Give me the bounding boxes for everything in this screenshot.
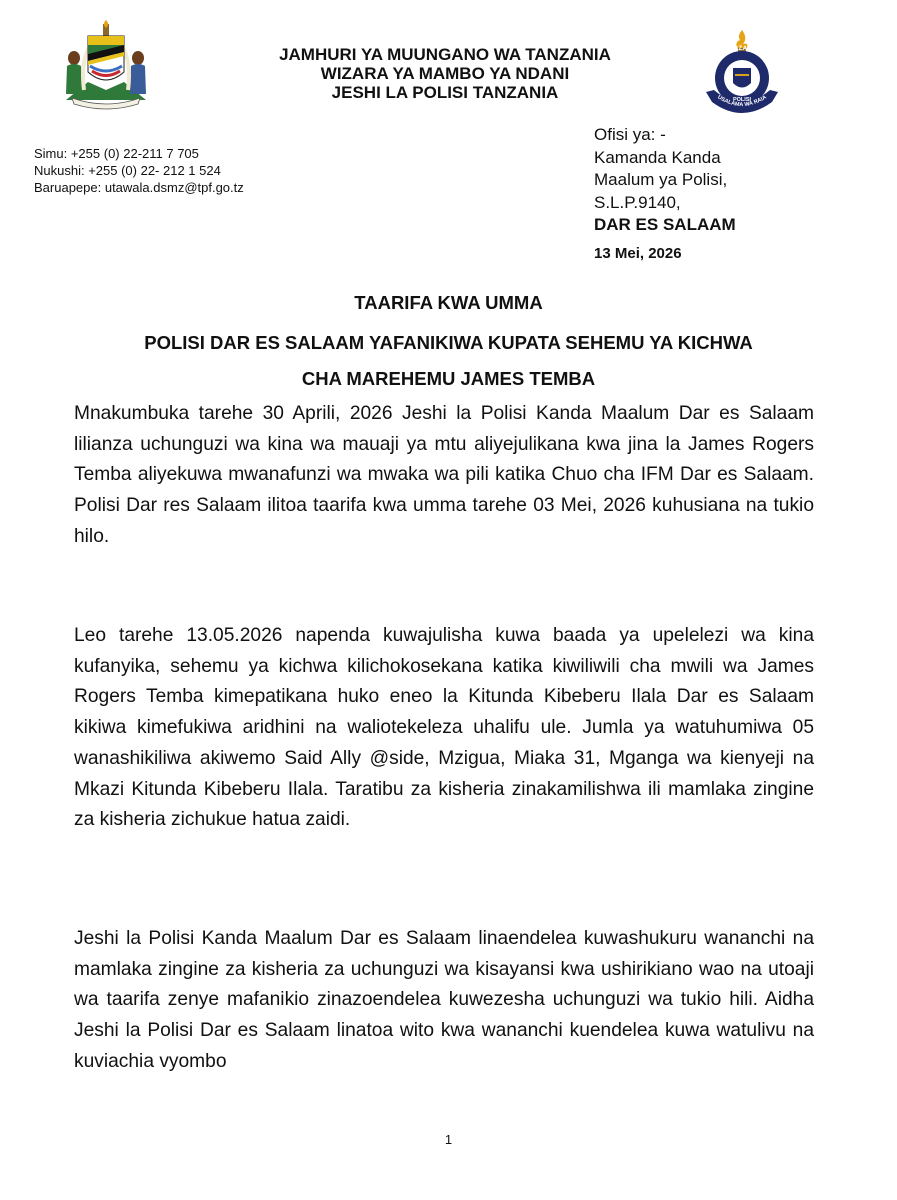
- document-title: TAARIFA KWA UMMA: [354, 292, 543, 313]
- office-address: [594, 124, 736, 237]
- tanzania-police-logo-icon: [700, 28, 784, 122]
- ministry-heading: [225, 45, 665, 102]
- contact-block: [34, 145, 244, 196]
- document-date: 13 Mei, 2026: [594, 245, 682, 262]
- office-city: DAR ES SALAAM: [594, 215, 736, 234]
- ministry-name: WIZARA YA MAMBO YA NDANI: [320, 64, 570, 83]
- logo-top-text: TANZANIA: [723, 44, 761, 58]
- page-number: 1: [444, 1132, 453, 1147]
- logo-bottom-text: POLISI: [732, 97, 752, 103]
- headline-line-2: CHA MAREHEMU JAMES TEMBA: [301, 368, 596, 389]
- fax-line: Nukushi: +255 (0) 22- 212 1 524: [34, 163, 221, 178]
- paragraph-3: Jeshi la Polisi Kanda Maalum Dar es Salaam linaendelea kuwashukuru wananchi na mamlaka zingine za kisheria za uchunguzi wa kisayansi kwa ushirikiano wao na utoaji wa taarifa zenye mafanikio zinazoendelea kuwezesha uchunguzi wa tukio hili. Aidha Jeshi la Polisi Dar es Salaam linatoa wito kwa wananchi kuendelea kuwa watulivu na kuviachia vyombo: [74, 928, 814, 1072]
- logo-ribbon-text: USALAMA WA RAIA: [716, 94, 768, 109]
- office-line-3: Maalum ya Polisi,: [594, 170, 728, 189]
- phone-line: Simu: +255 (0) 22-211 7 705: [34, 146, 199, 161]
- country-name: JAMHURI YA MUUNGANO WA TANZANIA: [279, 45, 611, 64]
- agency-name: JESHI LA POLISI TANZANIA: [331, 83, 559, 102]
- email-line: Baruapepe: utawala.dsmz@tpf.go.tz: [34, 180, 244, 195]
- paragraph-2: Leo tarehe 13.05.2026 napenda kuwajulisha kuwa baada ya upelelezi wa kina kufanyika, sehemu ya kichwa kilichokosekana katika kiwiliwili cha mwili wa James Rogers Temba kimepatikana huko eneo la Kitunda Kibeberu Ilala Dar es Salaam kikiwa kimefukiwa aridhini na waliotekeleza uhalifu ule. Jumla ya watuhumiwa 05 wanashikiliwa akiwemo Said Ally @side, Mzigua, Miaka 31, Mganga wa kienyeji na Mkazi Kitunda Kibeberu Ilala. Taratibu za kisheria zinakamilishwa ili mamlaka zingine za kisheria zichukue hatua zaidi.: [74, 625, 814, 831]
- headline-line-1: POLISI DAR ES SALAAM YAFANIKIWA KUPATA SEHEMU YA KICHWA: [144, 332, 753, 353]
- paragraph-1: Mnakumbuka tarehe 30 Aprili, 2026 Jeshi la Polisi Kanda Maalum Dar es Salaam lilianza uchunguzi wa kina wa mauaji ya mtu aliyejulikana kwa jina la James Rogers Temba aliyekuwa mwanafunzi wa mwaka wa pili katika Chuo cha IFM Dar es Salaam. Polisi Dar res Salaam ilitoa taarifa kwa umma tarehe 03 Mei, 2026 kuhusiana na tukio hilo.: [74, 403, 814, 547]
- office-line-4: S.L.P.9140,: [594, 192, 681, 212]
- office-line-2: Kamanda Kanda: [594, 147, 721, 167]
- tanzania-coat-of-arms-icon: [58, 20, 154, 112]
- office-line-1: Ofisi ya: -: [594, 125, 666, 144]
